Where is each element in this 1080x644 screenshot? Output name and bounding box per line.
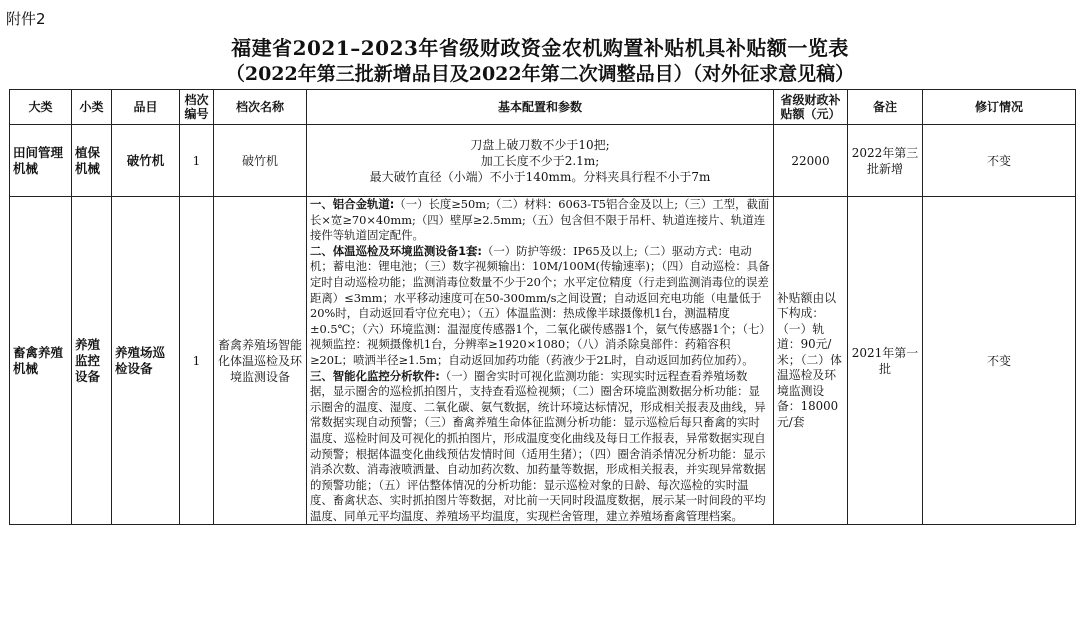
page-subtitle: （2022年第三批新增品目及2022年第二次调整品目）（对外征求意见稿） (225, 63, 855, 85)
config-section-text: （一）防护等级：IP65及以上;（二）驱动方式：电动机；蓄电池：锂电池；（三）数字视频输出：10M/100M(传输速率)；（四）自动巡检：具备定时自动巡检功能；监测消毒位数量不少于20个；水平定位精度（行走到监测消毒位的误差距离）≤3mm；水平移动速度可在50-300mm/s之间设置；自动返回充电功能（电量低于20%时，自动返回看守位充电）；（五）体温监测：热成像半球摄像机1台，测温精度±0.5℃；（六）环境监测：温湿度传感器1个，二氧化碳传感器1个，氨气传感器1个；（七）视频监控：视频摄像机1台，分辨率≥1920×1080；（八）消杀除臭部件：药箱容积≥20L；喷洒半径≥1.5m；自动返回加药功能（药液少于2L时，自动返回加药位加药）。 (310, 243, 770, 367)
annex-label: 附件2 (6, 10, 46, 28)
cell-grade-name: 破竹机 (214, 125, 307, 197)
header-subsidy: 省级财政补贴额（元） (774, 90, 848, 125)
config-section (310, 244, 770, 369)
cell-subsidy: 22000 (774, 125, 848, 197)
cell-grade-no: 1 (180, 125, 214, 197)
cell-subcategory: 养殖监控设备 (72, 197, 112, 525)
cell-remark: 2021年第一批 (848, 197, 923, 525)
cell-config (307, 125, 774, 197)
config-line: 刀盘上破刀数不少于10把; (470, 137, 610, 152)
header-subcategory: 小类 (72, 90, 112, 125)
cell-subcategory: 植保机械 (72, 125, 112, 197)
config-line: 加工长度不少于2.1m; (480, 153, 600, 168)
cell-revision: 不变 (923, 197, 1076, 525)
config-section (310, 369, 770, 525)
header-item: 品目 (112, 90, 180, 125)
cell-category: 田间管理机械 (10, 125, 72, 197)
cell-item: 养殖场巡检设备 (112, 197, 180, 525)
config-section-text: （一）长度≥50m;（二）材料：6063-T5铝合金及以上;（三）工型，截面长×宽≥70×40mm;（四）壁厚≥2.5mm;（五）包含但不限于吊杆、轨道连接片、轨道连接件等轨道固定配件。 (310, 197, 770, 243)
config-section-head: 一、铝合金轨道: (310, 197, 395, 211)
cell-grade-name: 畜禽养殖场智能化体温巡检及环境监测设备 (214, 197, 307, 525)
cell-item: 破竹机 (112, 125, 180, 197)
header-revision: 修订情况 (923, 90, 1076, 125)
table-row (10, 125, 1076, 197)
cell-revision: 不变 (923, 125, 1076, 197)
page-title: 福建省2021–2023年省级财政资金农机购置补贴机具补贴额一览表 (231, 36, 849, 60)
config-line: 最大破竹直径（小端）不小于140mm。分料夹具行程不小于7m (369, 169, 711, 184)
config-section-head: 三、智能化监控分析软件: (310, 368, 440, 383)
table-header-row (10, 90, 1076, 125)
header-remark: 备注 (848, 90, 923, 125)
header-grade-name: 档次名称 (214, 90, 307, 125)
header-config: 基本配置和参数 (307, 90, 774, 125)
cell-subsidy: 补贴额由以下构成：（一）轨道：90元/米；（二）体温巡检及环境监测设备：18000元/套 (774, 197, 848, 525)
subsidy-table (9, 89, 1076, 525)
config-section-head: 二、体温巡检及环境监测设备1套: (310, 243, 482, 258)
header-grade-no: 档次编号 (180, 90, 214, 125)
header-category: 大类 (10, 90, 72, 125)
cell-config (307, 197, 774, 525)
cell-remark: 2022年第三批新增 (848, 125, 923, 197)
cell-grade-no: 1 (180, 197, 214, 525)
config-section (310, 197, 770, 244)
table-row (10, 197, 1076, 525)
cell-category: 畜禽养殖机械 (10, 197, 72, 525)
config-section-text: （一）圈舍实时可视化监测功能：实现实时远程查看养殖场数据，显示圈舍的巡检抓拍图片，支持查看巡检视频；（二）圈舍环境监测数据分析功能：显示圈舍的温度、湿度、二氧化碳、氨气数据，统计环境达标情况，形成相关报表及曲线，异常数据实现自动预警；（三）畜禽养殖生命体征监测分析功能：显示巡检后每只畜禽的实时温度、巡检时间及可视化的抓拍图片，形成温度变化曲线及每日工作报表，异常数据实现自动预警；根据体温变化曲线预估发情时间（适用生猪）；（四）圈舍消杀情况分析功能：显示消杀次数、消毒液喷洒量、自动加药次数、加药量等数据，形成相关报表，并实现异常数据的预警功能；（五）评估整体情况的分析功能：显示巡检对象的日龄、每次巡检的实时温度、畜禽状态、实时抓拍图片等数据，对比前一天同时段温度数据，展示某一时间段的平均温度、同单元平均温度、养殖场平均温度，实现栏舍管理，建立养殖场畜禽管理档案。 (310, 368, 766, 523)
